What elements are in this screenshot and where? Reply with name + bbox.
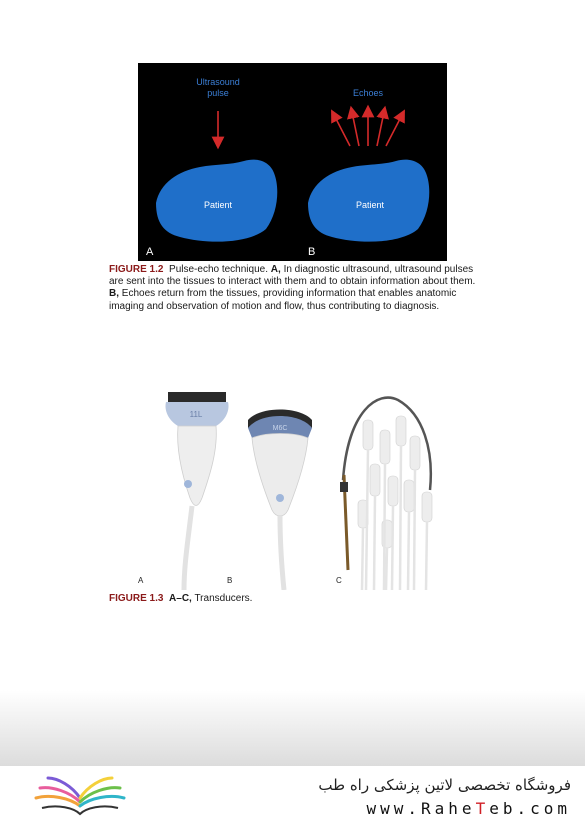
shop-name: فروشگاه تخصصی لاتین پزشکی راه طب <box>318 776 571 794</box>
figure-1-2-label: FIGURE 1.2 <box>109 264 164 275</box>
echo-arrow-5 <box>386 115 402 146</box>
figure-1-2-image <box>138 63 447 261</box>
figure-1-2-caption <box>109 264 479 313</box>
figure-1-3-caption <box>109 593 479 605</box>
panel-b-body-label: Patient <box>355 200 385 210</box>
figure-1-3-letter-b: B <box>227 576 233 585</box>
figure-1-3-range: A–C, <box>169 593 192 604</box>
url-prefix: www.Rahe <box>366 799 476 818</box>
figure-1-3-image <box>138 380 448 590</box>
figure-1-2-a-label: A, <box>270 264 281 275</box>
url-suffix: eb.com <box>489 799 571 818</box>
figure-1-3-label: FIGURE 1.3 <box>109 593 164 604</box>
figure-1-3-text: Transducers. <box>194 593 253 604</box>
figure-1-2-a-text: In diagnostic ultrasound, ultrasound pulses are sent into the tissues to interact with them and to obtain information about them. <box>109 264 476 288</box>
echo-arrow-1 <box>334 115 350 146</box>
probe-b-marking: M6C <box>272 425 288 432</box>
page-bottom-fade <box>0 690 585 766</box>
panel-a-letter: A <box>146 246 154 258</box>
figure-1-3-letter-c: C <box>336 576 342 585</box>
book-logo-icon <box>30 770 130 820</box>
shop-banner <box>0 766 585 826</box>
transducers-photo <box>138 380 448 590</box>
figure-1-3-letter-a: A <box>138 576 144 585</box>
panel-b-letter: B <box>308 246 316 258</box>
panel-a-caption-top: Ultrasound <box>196 77 240 87</box>
figure-1-2-title: Pulse-echo technique. <box>169 264 268 275</box>
linear-transducer-a <box>166 392 229 590</box>
figure-1-2-b-label: B, <box>109 288 119 300</box>
echo-arrow-4 <box>377 112 384 146</box>
figure-1-2-b-text: Echoes return from the tissues, providing information that enables anatomic imaging and observation of motion and flow, thus contributing to diagnosis. <box>109 288 457 312</box>
panel-a-caption-bottom: pulse <box>207 88 229 98</box>
transducer-group-c <box>340 398 432 590</box>
panel-b-caption: Echoes <box>352 88 384 98</box>
pulse-echo-diagram <box>138 63 447 261</box>
panel-a-body-label: Patient <box>203 200 233 210</box>
convex-transducer-b <box>248 410 312 591</box>
probe-a-marking: 11L <box>189 410 203 419</box>
shop-url[interactable] <box>367 799 572 818</box>
echo-arrow-2 <box>352 112 359 146</box>
url-highlight: T <box>475 799 490 818</box>
